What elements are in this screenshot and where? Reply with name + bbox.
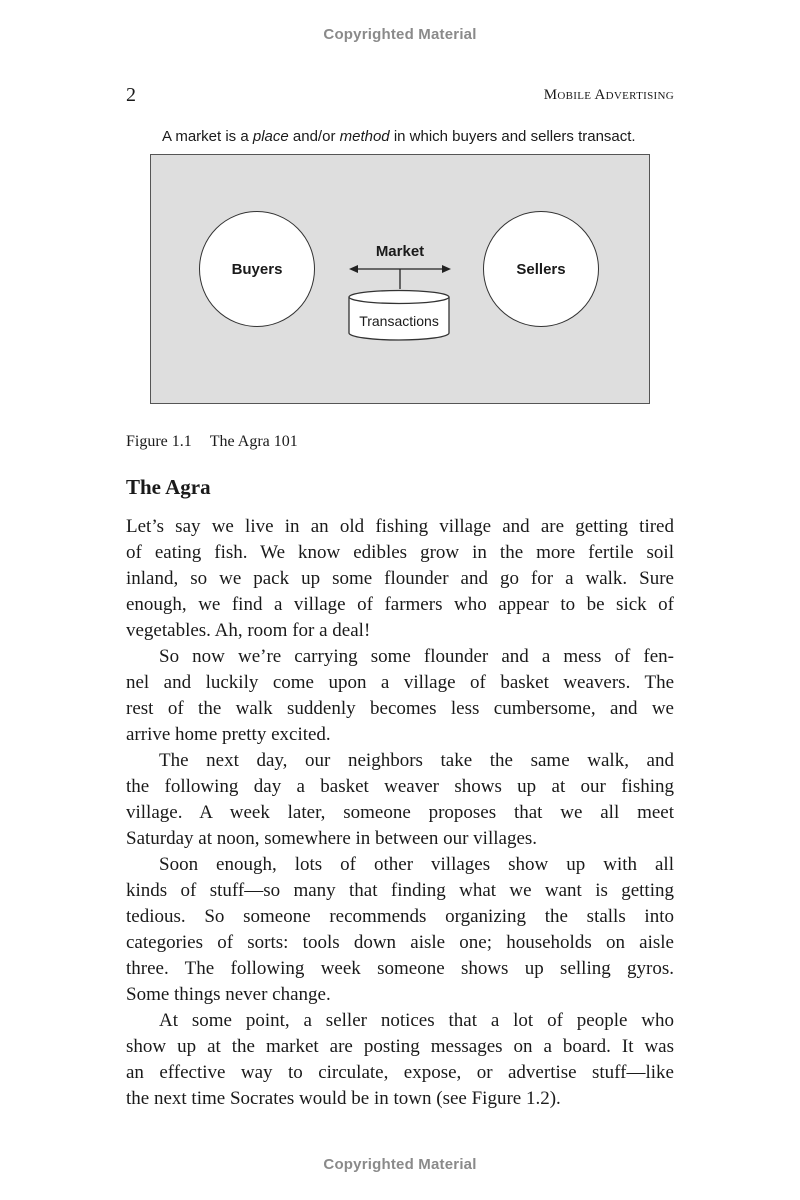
text-line: three. The following week someone shows up selling gyros. [126,958,674,979]
page-number: 2 [126,84,136,106]
buyers-label: Buyers [231,260,283,278]
text-line: rest of the walk suddenly becomes less cumbersome, and we [126,698,674,719]
paragraph [126,514,674,644]
text-line: village. A week later, someone proposes that we all meet [126,802,674,823]
market-label: Market [375,243,425,260]
double-arrow-icon [347,259,453,289]
copyright-watermark-bottom: Copyrighted Material [323,1156,477,1173]
text-line: kinds of stuff—so many that finding what we want is getting [126,880,674,901]
text-line: show up at the market are posting messages on a board. It was [126,1036,674,1057]
text-line: At some point, a seller notices that a lot of people who [159,1010,674,1031]
running-head: Mobile Advertising [543,87,674,103]
text-line: categories of sorts: tools down aisle one; households on aisle [126,932,674,953]
text-line: So now we’re carrying some flounder and a mess of fen- [159,646,674,667]
text-line: vegetables. Ah, room for a deal! [126,620,371,641]
figure-number: Figure 1.1 [126,433,192,450]
text-line: Soon enough, lots of other villages show up with all [159,854,674,875]
sellers-label: Sellers [516,260,566,278]
caption-text: in which buyers and sellers transact. [389,128,636,145]
paragraph [126,644,674,748]
figure-caption [126,433,298,451]
text-line: tedious. So someone recommends organizing the stalls into [126,906,674,927]
text-line: Let’s say we live in an old fishing village and are getting tired [126,516,674,537]
body-text [126,514,674,1112]
text-line: inland, so we pack up some flounder and go for a walk. Sure [126,568,674,589]
paragraph [126,852,674,1008]
text-line: Saturday at noon, somewhere in between our villages. [126,828,538,849]
caption-text: and/or [288,128,340,145]
section-heading: The Agra [126,475,211,499]
paragraph [126,748,674,852]
paragraph [126,1008,674,1112]
figure-title: The Agra 101 [209,433,298,450]
buyers-node [199,211,315,327]
text-line: The next day, our neighbors take the same walk, and [159,750,674,771]
text-line: nel and luckily come upon a village of basket weavers. The [126,672,674,693]
text-line: enough, we find a village of farmers who appear to be sick of [126,594,674,615]
caption-emphasis-place: place [252,128,289,145]
text-line: the next time Socrates would be in town (see Figure 1.2). [126,1088,561,1109]
figure-top-caption [162,128,636,145]
text-line: Some things never change. [126,984,331,1005]
transactions-label: Transactions [359,313,439,329]
text-line: of eating fish. We know edibles grow in the more fertile soil [126,542,674,563]
text-line: arrive home pretty excited. [126,724,331,745]
text-line: the following day a basket weaver shows up at our fishing [126,776,674,797]
market-diagram [150,154,650,404]
caption-text: A market is a [162,128,253,145]
copyright-watermark-top: Copyrighted Material [323,26,477,43]
caption-emphasis-method: method [339,128,390,145]
sellers-node [483,211,599,327]
text-line: an effective way to circulate, expose, or advertise stuff—like [126,1062,674,1083]
